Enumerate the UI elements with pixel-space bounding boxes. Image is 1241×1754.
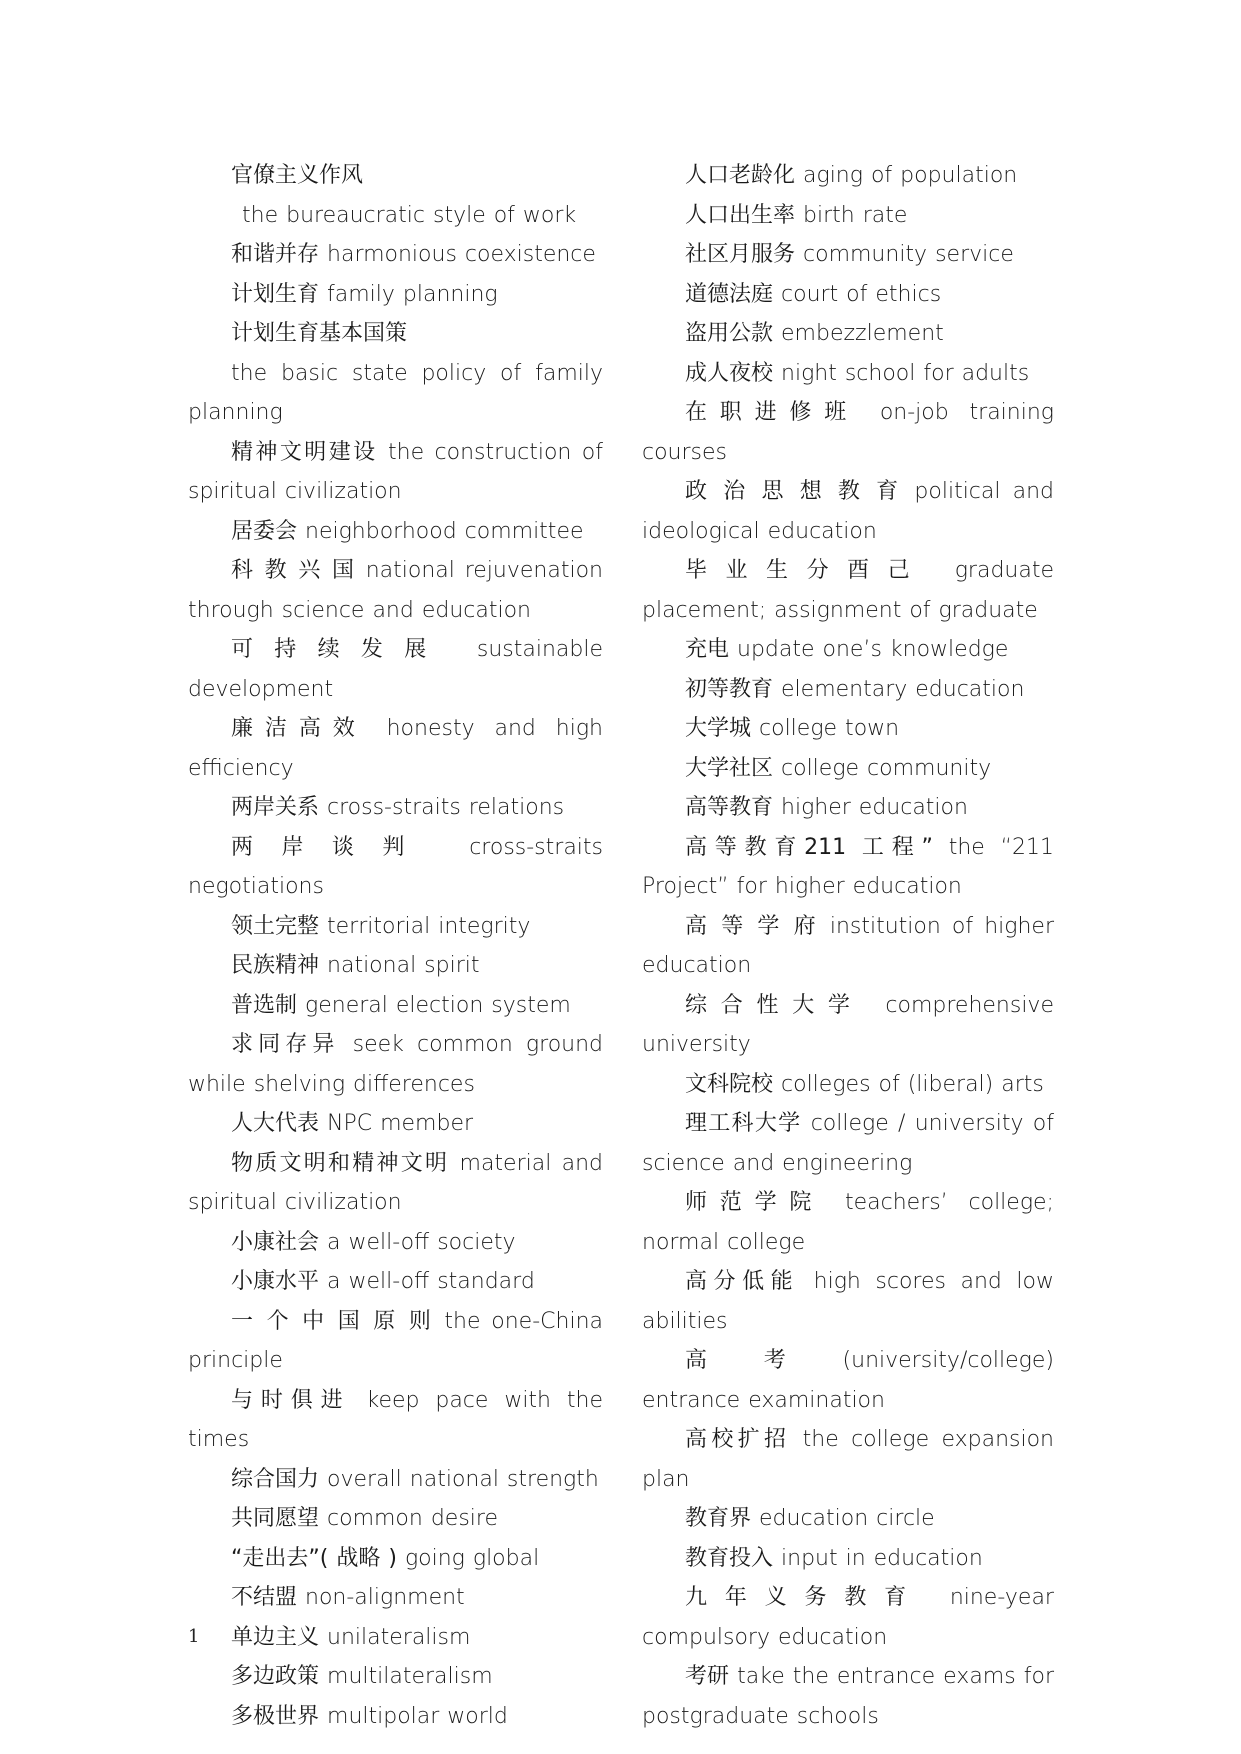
- chinese-term: 与时俱进: [231, 1387, 351, 1413]
- glossary-entry: [188, 1223, 603, 1263]
- english-translation: sustainable development: [188, 637, 603, 702]
- glossary-entry: [188, 1657, 603, 1697]
- chinese-term: 求同存异: [231, 1032, 340, 1057]
- glossary-entry: [642, 709, 1054, 749]
- english-translation: graduate placement; assignment of graduate: [642, 558, 1054, 623]
- glossary-entry: [188, 986, 603, 1026]
- chinese-term: 大学城: [685, 716, 752, 741]
- glossary-entry: [188, 1539, 603, 1579]
- chinese-term: 小康社会: [231, 1229, 320, 1255]
- chinese-term: 共同愿望: [231, 1506, 320, 1531]
- glossary-entry: [642, 1104, 1054, 1183]
- english-translation: overall national strength: [327, 1466, 599, 1492]
- english-translation: neighborhood committee: [305, 518, 584, 544]
- glossary-entry: [642, 670, 1054, 710]
- glossary-entry: [188, 1104, 603, 1144]
- glossary-entry: [642, 275, 1054, 315]
- glossary-entry: [188, 433, 603, 512]
- chinese-term: 盗用公款: [685, 321, 774, 346]
- glossary-entry: [188, 235, 603, 275]
- english-translation: the bureaucratic style of work: [242, 202, 577, 228]
- glossary-entry: [188, 828, 603, 907]
- english-translation: college / university of science and engineering: [642, 1111, 1054, 1176]
- english-translation: territorial integrity: [327, 913, 531, 939]
- chinese-term: 科 教 兴 国: [231, 558, 356, 583]
- glossary-entry: [642, 1065, 1054, 1105]
- glossary-entry: [188, 1697, 603, 1737]
- glossary-entry: [188, 1578, 603, 1618]
- chinese-term: 理工科大学: [685, 1111, 802, 1136]
- glossary-entry: [642, 354, 1054, 394]
- chinese-term: 两岸关系: [231, 795, 320, 820]
- english-translation: material and spiritual civilization: [188, 1150, 603, 1215]
- english-translation: the basic state policy of family planning: [188, 360, 603, 425]
- glossary-entry: [188, 354, 603, 433]
- chinese-term: 多边政策: [231, 1664, 320, 1689]
- chinese-term: 计划生育基本国策: [231, 321, 408, 346]
- english-translation: court of ethics: [781, 281, 942, 307]
- glossary-entry: [642, 1499, 1054, 1539]
- english-translation: general election system: [305, 992, 571, 1018]
- chinese-term: 综合性大学: [685, 992, 864, 1018]
- glossary-entry: [642, 393, 1054, 472]
- chinese-term: 在职进修班: [685, 400, 860, 425]
- glossary-entry: [642, 472, 1054, 551]
- glossary-entry: [188, 630, 603, 709]
- chinese-term: 考研: [685, 1664, 730, 1689]
- english-translation: (university/college) entrance examination: [642, 1348, 1054, 1413]
- glossary-entry: [642, 828, 1054, 907]
- english-translation: multilateralism: [327, 1664, 493, 1689]
- english-translation: honesty and high efficiency: [188, 716, 603, 781]
- glossary-entry: [188, 1144, 603, 1223]
- chinese-term: 物质文明和精神文明: [231, 1150, 450, 1176]
- glossary-entry: [642, 1262, 1054, 1341]
- english-translation: birth rate: [803, 202, 908, 228]
- english-translation: the “211 Project” for higher education: [642, 834, 1054, 899]
- glossary-entry: [642, 1539, 1054, 1579]
- chinese-term: 成人夜校: [685, 360, 774, 386]
- english-translation: non-alignment: [305, 1585, 465, 1610]
- chinese-term: 两岸谈判: [231, 834, 433, 860]
- chinese-term: 综合国力: [231, 1466, 320, 1492]
- chinese-term: 廉洁高效: [231, 716, 367, 741]
- chinese-term: 高校扩招: [685, 1427, 791, 1452]
- english-translation: cross-straits relations: [327, 795, 565, 820]
- english-translation: aging of population: [803, 163, 1018, 188]
- chinese-term: 单边主义: [231, 1624, 320, 1650]
- chinese-term: 高 等 学 府: [685, 913, 819, 939]
- english-translation: the one-China principle: [188, 1308, 603, 1373]
- chinese-term: “走出去”( 战略 ): [231, 1545, 397, 1571]
- english-translation: comprehensive university: [642, 992, 1054, 1057]
- english-translation: seek common ground while shelving differences: [188, 1032, 604, 1097]
- glossary-entry: [642, 749, 1054, 789]
- english-translation: education circle: [759, 1506, 935, 1531]
- english-translation: update one’s knowledge: [737, 637, 1009, 662]
- glossary-entry: [188, 709, 603, 788]
- chinese-term: 领土完整: [231, 913, 320, 939]
- glossary-entry: [188, 1499, 603, 1539]
- chinese-term: 文科院校: [685, 1071, 774, 1097]
- chinese-term: 居委会: [231, 518, 298, 544]
- glossary-entry: [188, 1618, 603, 1658]
- english-translation: nine-year compulsory education: [642, 1585, 1054, 1650]
- left-glossary-column: [188, 156, 603, 1736]
- english-translation: cross-straits negotiations: [188, 834, 603, 899]
- english-translation: community service: [803, 242, 1014, 267]
- chinese-term: 大学社区: [685, 755, 774, 781]
- glossary-entry: [188, 1025, 603, 1104]
- chinese-term: 精神文明建设: [231, 439, 378, 465]
- english-translation: a well-off society: [327, 1229, 516, 1255]
- english-translation: college town: [759, 716, 900, 741]
- chinese-term: 政 治 思 想 教 育: [685, 479, 903, 504]
- chinese-term: 高分低能: [685, 1269, 800, 1294]
- glossary-entry: [642, 630, 1054, 670]
- glossary-entry: [642, 986, 1054, 1065]
- english-translation: input in education: [781, 1545, 983, 1571]
- page-number: 1: [188, 1626, 200, 1647]
- english-translation: national rejuvenation through science and education: [188, 558, 603, 623]
- chinese-term: 教育投入: [685, 1545, 774, 1571]
- glossary-entry: [188, 1381, 603, 1460]
- english-translation: institution of higher education: [642, 913, 1054, 978]
- glossary-entry: [642, 156, 1054, 196]
- chinese-term: 初等教育: [685, 676, 774, 702]
- english-translation: elementary education: [781, 676, 1025, 702]
- english-translation: high scores and low abilities: [642, 1269, 1054, 1334]
- chinese-term: 高 考: [685, 1348, 811, 1373]
- glossary-entry: [188, 156, 603, 196]
- glossary-entry: [642, 788, 1054, 828]
- chinese-term: 高等教育211 工程”: [685, 834, 933, 860]
- chinese-term: 普选制: [231, 992, 298, 1018]
- glossary-entry: [188, 907, 603, 947]
- chinese-term: 人大代表: [231, 1111, 320, 1136]
- glossary-entry: [188, 946, 603, 986]
- glossary-entry: [188, 1262, 603, 1302]
- glossary-entry: [642, 196, 1054, 236]
- glossary-entry: [188, 314, 603, 354]
- glossary-entry: [642, 1420, 1054, 1499]
- english-translation: unilateralism: [327, 1624, 471, 1650]
- glossary-entry: [188, 1460, 603, 1500]
- english-translation: college community: [781, 755, 992, 781]
- english-translation: on-job training courses: [642, 400, 1054, 465]
- chinese-term: 民族精神: [231, 953, 320, 978]
- glossary-entry: [642, 907, 1054, 986]
- glossary-entry: [642, 1183, 1054, 1262]
- glossary-entry: [188, 788, 603, 828]
- glossary-entry: [642, 1578, 1054, 1657]
- english-translation: multipolar world: [327, 1703, 508, 1729]
- chinese-term: 可持续发展: [231, 637, 448, 662]
- english-translation: national spirit: [327, 953, 480, 978]
- glossary-entry: [188, 512, 603, 552]
- english-translation: higher education: [781, 795, 968, 820]
- chinese-term: 多极世界: [231, 1703, 320, 1729]
- chinese-term: 充电: [685, 637, 730, 662]
- glossary-entry: [188, 196, 603, 236]
- english-translation: colleges of (liberal) arts: [781, 1071, 1044, 1097]
- english-translation: embezzlement: [781, 321, 944, 346]
- glossary-entry: [642, 1341, 1054, 1420]
- glossary-entry: [642, 551, 1054, 630]
- english-translation: common desire: [327, 1506, 498, 1531]
- chinese-term: 人口出生率: [685, 202, 796, 228]
- glossary-entry: [188, 275, 603, 315]
- english-translation: going global: [404, 1545, 540, 1571]
- glossary-entry: [642, 1657, 1054, 1736]
- english-translation: the college expansion plan: [642, 1427, 1054, 1492]
- glossary-entry: [642, 314, 1054, 354]
- chinese-term: 和谐并存: [231, 242, 320, 267]
- chinese-term: 一 个 中 国 原 则: [231, 1308, 434, 1334]
- chinese-term: 九年义务教育: [685, 1585, 924, 1610]
- glossary-entry: [642, 235, 1054, 275]
- english-translation: night school for adults: [781, 360, 1030, 386]
- chinese-term: 社区月服务: [685, 242, 796, 267]
- english-translation: the construction of spiritual civilization: [188, 439, 604, 504]
- chinese-term: 不结盟: [231, 1585, 298, 1610]
- chinese-term: 人口老龄化: [685, 163, 796, 188]
- chinese-term: 小康水平: [231, 1269, 320, 1294]
- english-translation: harmonious coexistence: [327, 242, 596, 267]
- chinese-term: 计划生育: [231, 281, 320, 307]
- chinese-term: 官僚主义作风: [231, 163, 364, 188]
- glossary-entry: [188, 1302, 603, 1381]
- english-translation: take the entrance exams for postgraduate schools: [642, 1664, 1054, 1729]
- english-translation: keep pace with the times: [188, 1387, 603, 1452]
- english-translation: family planning: [327, 281, 498, 307]
- chinese-term: 道德法庭: [685, 281, 774, 307]
- chinese-term: 高等教育: [685, 795, 774, 820]
- english-translation: political and ideological education: [642, 479, 1055, 544]
- english-translation: teachers’ college; normal college: [642, 1190, 1054, 1255]
- english-translation: a well-off standard: [327, 1269, 535, 1294]
- chinese-term: 师范学院: [685, 1190, 825, 1215]
- english-translation: NPC member: [327, 1111, 474, 1136]
- chinese-term: 教育界: [685, 1506, 752, 1531]
- right-glossary-column: [642, 156, 1054, 1736]
- glossary-entry: [188, 551, 603, 630]
- chinese-term: 毕业生分酉己: [685, 558, 929, 583]
